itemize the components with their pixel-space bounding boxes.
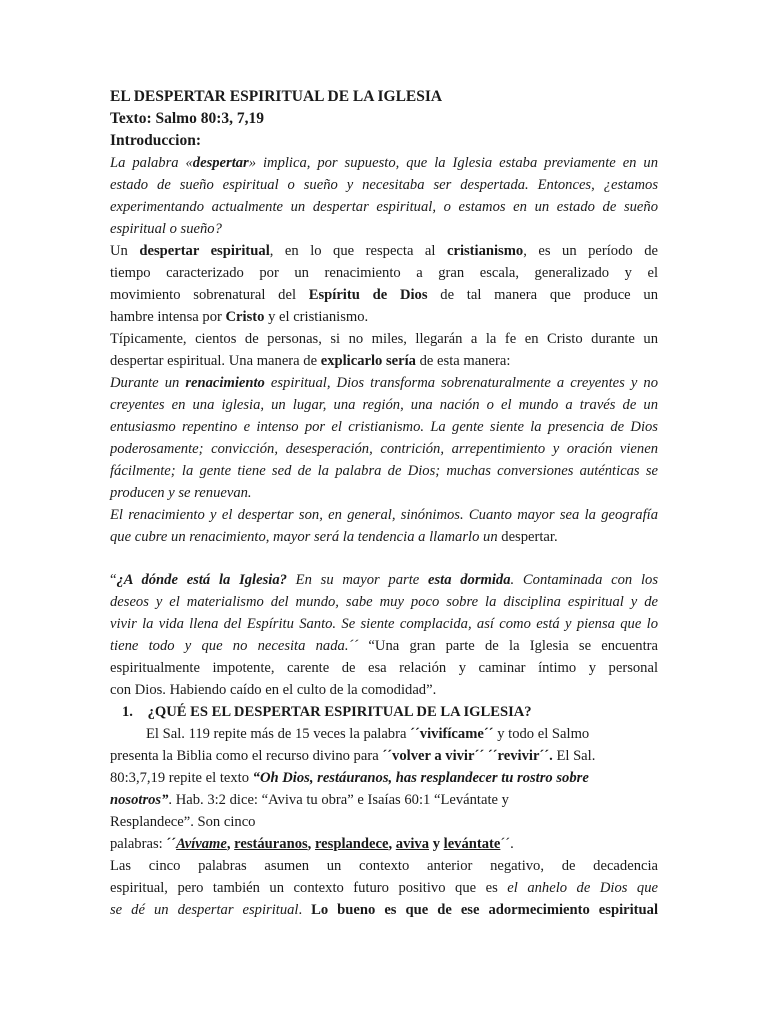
five-words-line: palabras: ´´Avívame, restáuranos, resplandece, aviva y levántate´´. [110, 836, 514, 852]
paragraph-line [110, 569, 658, 591]
text-span: El Sal. [552, 748, 596, 764]
text-span: movimiento sobrenatural del [110, 287, 309, 303]
text-span: . Contaminada con los [510, 572, 658, 588]
paragraph-line: tiempo caracterizado por un renacimiento a gran escala, generalizado y el [110, 265, 658, 281]
key-word: resplandece [314, 836, 389, 852]
text-span: y todo el Salmo [493, 726, 590, 742]
text-span: despertar espiritual. Una manera de [110, 353, 321, 369]
intro-heading: Introduccion: [110, 132, 202, 149]
paragraph-line: producen y se renuevan. [110, 485, 252, 501]
paragraph-line: Resplandece”. Son cinco [110, 814, 256, 830]
text-span: de esta manera: [415, 353, 511, 369]
paragraph-line: Las cinco palabras asumen un contexto anterior negativo, de decadencia [110, 858, 658, 874]
section-title: ¿QUÉ ES EL DESPERTAR ESPIRITUAL DE LA IGLESIA? [147, 704, 532, 720]
five-words-paragraph [110, 855, 658, 921]
text-span: , en lo que respecta al [269, 243, 447, 259]
revival-definition-paragraph [110, 372, 658, 504]
paragraph-line [110, 877, 658, 899]
paragraph-line [110, 723, 658, 745]
document-body [110, 86, 658, 921]
text-span: Un [110, 243, 140, 259]
psalm-paragraph [110, 723, 658, 833]
text-span: se dé un despertar espiritual [110, 902, 299, 918]
paragraph-line [110, 635, 658, 657]
paragraph-line: experimentando actualmente un despertar espiritual, o estamos en un estado de sueño [110, 199, 658, 215]
text-span: y [432, 836, 440, 852]
paragraph-line [110, 789, 658, 811]
text-span: » implica, por supuesto, que la Iglesia estaba previamente en un [248, 155, 658, 171]
paragraph-line: espiritual o sueño? [110, 221, 222, 237]
paragraph-line: Típicamente, cientos de personas, si no miles, llegarán a la fe en Cristo durante un [110, 331, 658, 347]
bold-term: nosotros” [110, 792, 169, 808]
bold-term: esta dormida [427, 572, 511, 588]
synonyms-paragraph [110, 504, 658, 548]
bold-term: Cristo [225, 309, 265, 325]
text-span: despertar. [501, 529, 558, 545]
bold-term: ´´vivifícame´´ [410, 726, 494, 742]
bold-term: “Oh Dios, restáuranos, has resplandecer tu rostro sobre [252, 770, 589, 786]
text-span: de tal manera que produce un [427, 287, 658, 303]
paragraph-line [110, 899, 658, 921]
bold-term: ´´volver a vivir´´ ´´revivir´´. [382, 748, 553, 764]
text-span: “Una gran parte de la Iglesia se encuentra [358, 638, 658, 654]
section-number: 1. [122, 704, 133, 720]
text-span: espiritual, Dios transforma sobrenaturalmente a creyentes y no [264, 375, 658, 391]
bold-term: cristianismo [446, 243, 524, 259]
section-heading [110, 701, 658, 723]
paragraph-line [110, 372, 658, 394]
key-word: restáuranos [234, 836, 308, 852]
bold-term: Lo bueno es que de ese adormecimiento espiritual [311, 902, 658, 918]
text-span: espiritual, pero también un contexto futuro positivo que es [110, 880, 508, 896]
definition-paragraph [110, 240, 658, 328]
text-span: 80:3,7,19 repite el texto [110, 770, 253, 786]
paragraph-line: entusiasmo repentino e intenso por el cristianismo. La gente siente la presencia de Dios [110, 419, 658, 435]
paragraph-line: deseos y el materialismo del mundo, sabe muy poco sobre la disciplina espiritual y de [110, 594, 658, 610]
paragraph-line: poderosamente; convicción, desesperación, contrición, arrepentimiento y oración vienen [110, 441, 658, 457]
paragraph-line [110, 240, 658, 262]
text-span: y el cristianismo. [264, 309, 369, 325]
paragraph-line [110, 526, 658, 548]
paragraph-line: estado de sueño espiritual o sueño y necesitaba ser despertada. Entonces, ¿estamos [110, 177, 658, 193]
paragraph-line: espiritualmente impotente, carente de esa relación y caminar íntimo y personal [110, 660, 658, 676]
bold-term: renacimiento [185, 375, 265, 391]
text-span: . [298, 902, 312, 918]
paragraph-line: con Dios. Habiendo caído en el culto de la comodidad”. [110, 682, 437, 698]
paragraph-line: creyentes en una iglesia, un lugar, una región, una nación o el mundo a través de un [110, 397, 658, 413]
paragraph-line [110, 284, 658, 306]
scripture-reference: Texto: Salmo 80:3, 7,19 [110, 110, 264, 127]
text-span: el anhelo de Dios que [507, 880, 658, 896]
paragraph-line [110, 745, 658, 767]
text-span: ´´. [500, 836, 514, 852]
text-span: . Hab. 3:2 dice: “Aviva tu obra” e Isaías 60:1 “Levántate y [168, 792, 509, 808]
text-span: hambre intensa por [110, 309, 226, 325]
document-title: EL DESPERTAR ESPIRITUAL DE LA IGLESIA [110, 88, 443, 105]
paragraph-line [110, 306, 658, 328]
key-word: aviva [395, 836, 430, 852]
explanation-paragraph [110, 328, 658, 372]
bold-term: explicarlo sería [320, 353, 416, 369]
paragraph-line [110, 350, 658, 372]
paragraph-line: vivir la vida llena del Espíritu Santo. Se siente complacida, así como está y piensa que lo [110, 616, 658, 632]
paragraph-line [110, 767, 658, 789]
paragraph-line: El renacimiento y el despertar son, en general, sinónimos. Cuanto mayor sea la geografía [110, 507, 658, 523]
paragraph-spacer [110, 548, 658, 569]
text-span: Durante un [110, 375, 186, 391]
intro-paragraph [110, 152, 658, 240]
text-span: ´´ [166, 836, 177, 852]
bold-term: despertar [192, 155, 249, 171]
bold-term: ¿A dónde está la Iglesia? [116, 572, 287, 588]
text-span: , es un período de [523, 243, 658, 259]
paragraph-line: fácilmente; la gente tiene sed de la palabra de Dios; muchas conversiones auténticas se [110, 463, 658, 479]
paragraph-line [110, 152, 658, 174]
text-span: que cubre un renacimiento, mayor será la tendencia a llamarlo un [110, 529, 502, 545]
text-span: tiene todo y que no necesita nada.´´ [110, 638, 359, 654]
text-span: En su mayor parte [286, 572, 428, 588]
text-span: “ [110, 572, 117, 588]
bold-term: despertar espiritual [139, 243, 270, 259]
text-span: La palabra « [110, 155, 193, 171]
quote-paragraph [110, 569, 658, 701]
bold-term: Espíritu de Dios [308, 287, 428, 303]
text-span: palabras: [110, 836, 167, 852]
text-span: El Sal. 119 repite más de 15 veces la palabra [146, 726, 411, 742]
text-span: presenta la Biblia como el recurso divino para [110, 748, 383, 764]
key-word: levántate [443, 836, 501, 852]
key-word: Avívame [176, 836, 227, 852]
